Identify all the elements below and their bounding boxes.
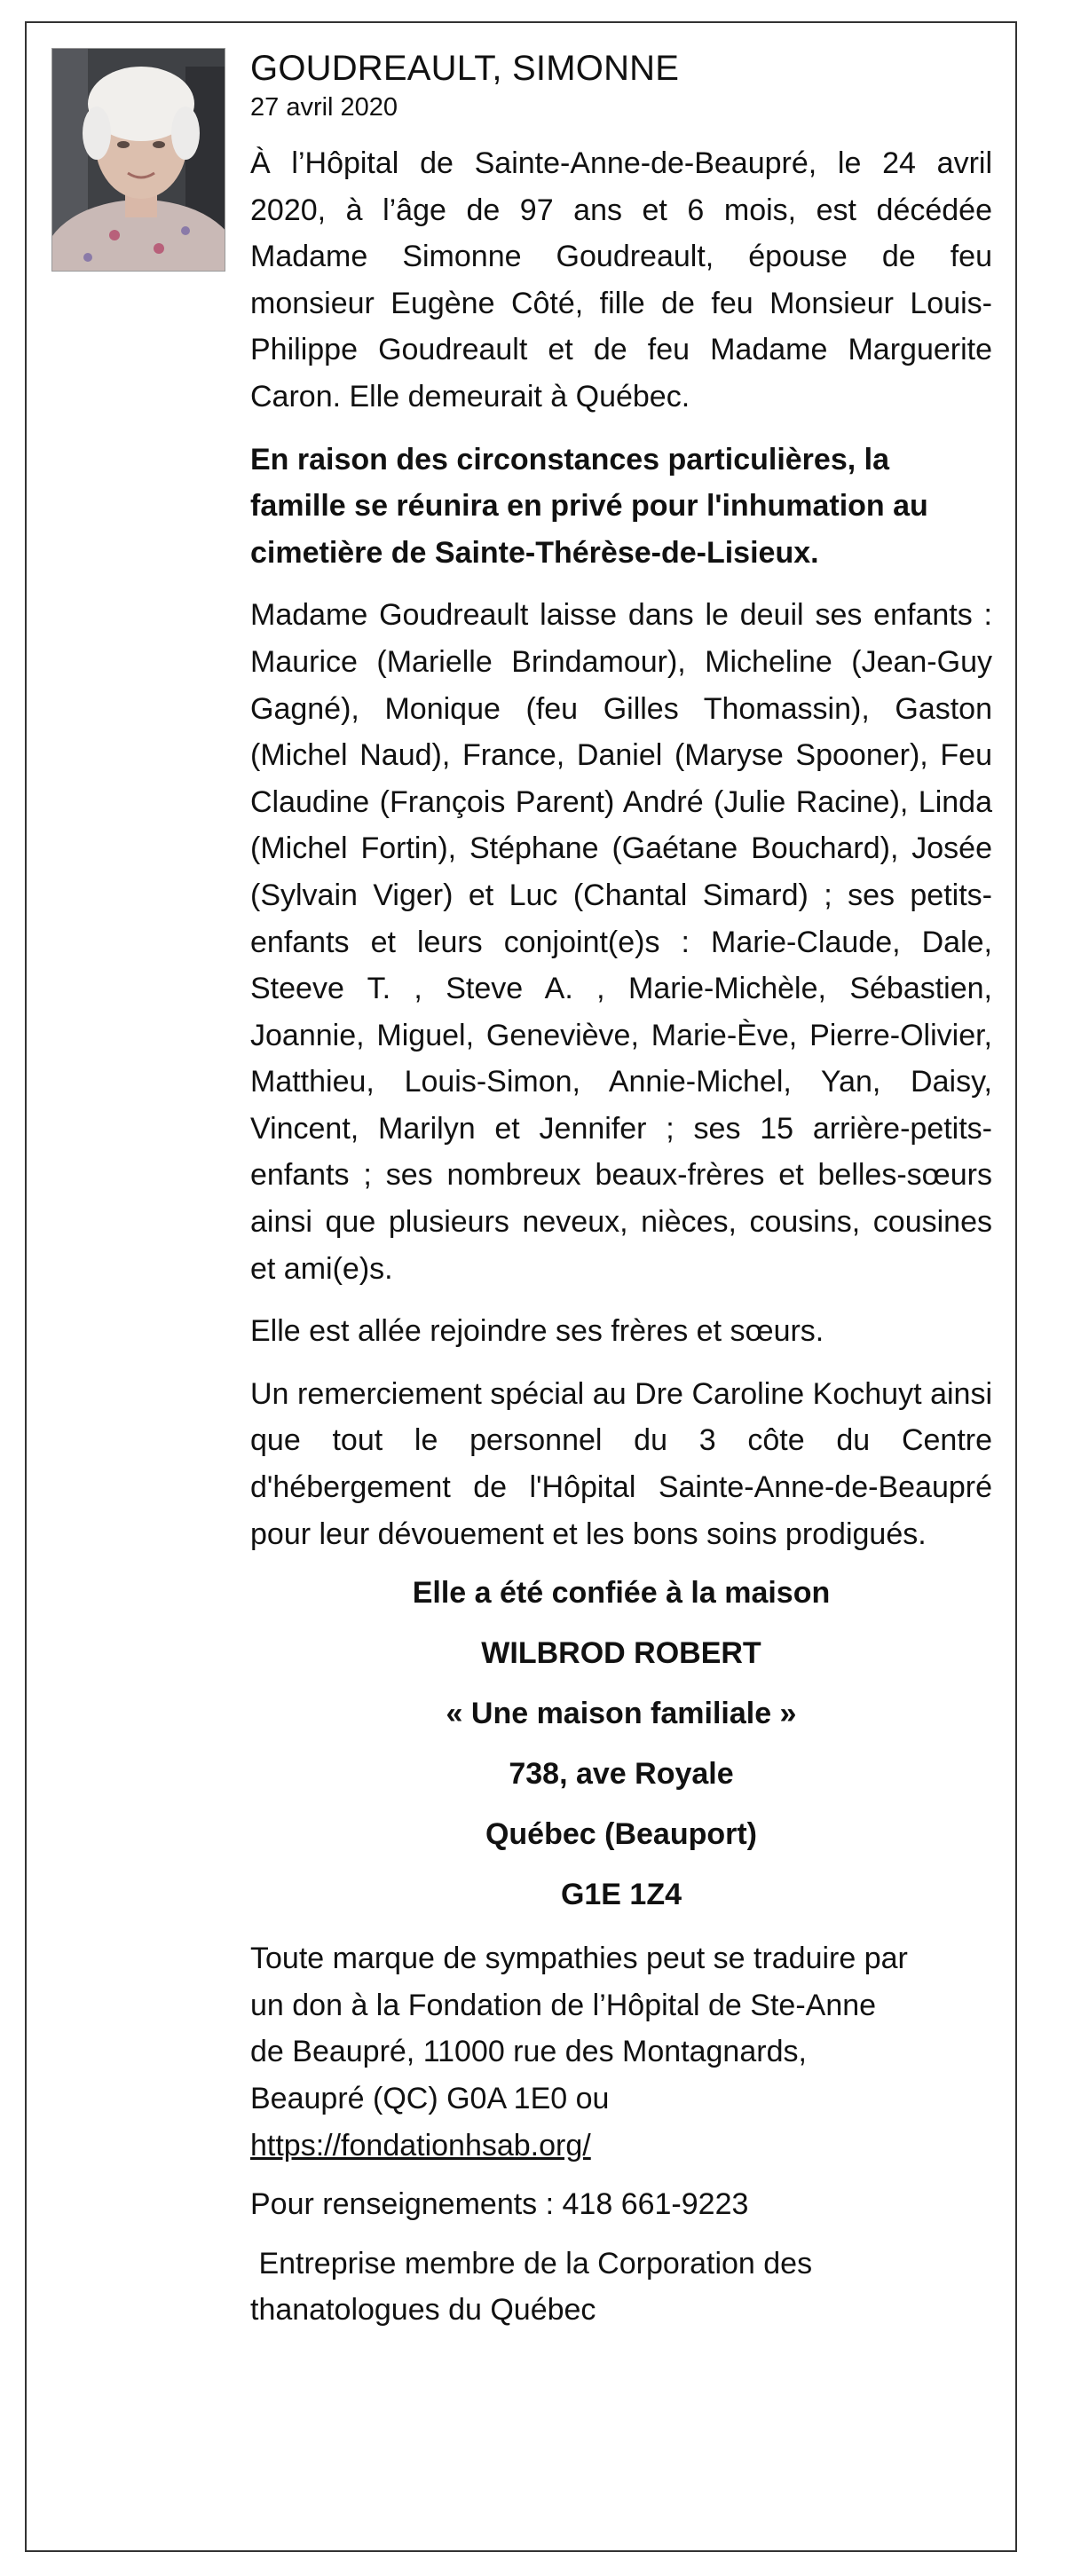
donation-line-4: Beaupré (QC) G0A 1E0 ou: [250, 2082, 610, 2115]
thanks-paragraph: Un remerciement spécial au Dre Caroline Kochuyt ainsi que tout le personnel du 3 côte du Centre d'hébergement de l'Hôpital Sainte-Anne-de-Beaupré pour leur dévouement et les bons soins prodigués.: [250, 1376, 992, 1551]
notice-paragraph: En raison des circonstances particulières, la famille se réunira en privé pour l'inhumation au cimetière de Sainte-Thérèse-de-Lisieux.: [250, 442, 928, 570]
member-paragraph: [250, 2241, 992, 2334]
donation-link[interactable]: https://fondationhsab.org/: [250, 2128, 591, 2162]
donation-paragraph: [250, 1935, 992, 2169]
deceased-name: GOUDREAULT, SIMONNE: [250, 49, 680, 88]
portrait-photo-image: [52, 49, 225, 271]
funeral-home-city: Québec (Beauport): [485, 1817, 758, 1852]
funeral-home-address: 738, ave Royale: [509, 1757, 734, 1792]
intro-paragraph: À l’Hôpital de Sainte-Anne-de-Beaupré, le 24 avril 2020, à l’âge de 97 ans et 6 mois, est décédée Madame Simonne Goudreault, épouse de feu monsieur Eugène Côté, fille de feu Monsieur Louis-Philippe Goudreault et de feu Madame Marguerite Caron. Elle demeurait à Québec.: [250, 146, 992, 414]
member-line-2: thanatologues du Québec: [250, 2293, 596, 2328]
donation-line-3: de Beaupré, 11000 rue des Montagnards,: [250, 2035, 807, 2069]
funeral-home-slogan: « Une maison familiale »: [446, 1697, 797, 1731]
obituary-content: [250, 46, 992, 2350]
publication-date: 27 avril 2020: [250, 93, 398, 122]
funeral-home-postal-code: G1E 1Z4: [560, 1878, 682, 1912]
funeral-home-line1: Elle a été confiée à la maison: [412, 1576, 831, 1611]
siblings-paragraph: Elle est allée rejoindre ses frères et sœurs.: [250, 1314, 824, 1349]
family-paragraph: Madame Goudreault laisse dans le deuil ses enfants : Maurice (Marielle Brindamour), Micheline (Jean-Guy Gagné), Monique (feu Gilles Thomassin), Gaston (Michel Naud), France, Daniel (Maryse Spooner), Feu Claudine (François Parent) André (Julie Racine), Linda (Michel Fortin), Stéphane (Gaétane Bouchard), Josée (Sylvain Viger) et Luc (Chantal Simard) ; ses petits-enfants et leurs conjoint(e)s : Marie-Claude, Dale, Steeve T. , Steve A. , Marie-Michèle, Sébastien, Joannie, Miguel, Geneviève, Marie-Ève, Pierre-Olivier, Matthieu, Louis-Simon, Annie-Michel, Yan, Daisy, Vincent, Marilyn et Jennifer ; ses 15 arrière-petits-enfants ; ses nombreux beaux-frères et belles-sœurs ainsi que plusieurs neveux, nièces, cousins, cousines et ami(e)s.: [250, 598, 992, 1286]
portrait-photo: [51, 48, 225, 272]
info-paragraph: Pour renseignements : 418 661-9223: [250, 2187, 749, 2222]
funeral-home-name: WILBROD ROBERT: [481, 1636, 761, 1671]
donation-line-1: Toute marque de sympathies peut se traduire par: [250, 1942, 908, 1976]
donation-line-2: un don à la Fondation de l’Hôpital de Ste-Anne: [250, 1988, 877, 2022]
member-line-1: Entreprise membre de la Corporation des: [250, 2246, 813, 2281]
